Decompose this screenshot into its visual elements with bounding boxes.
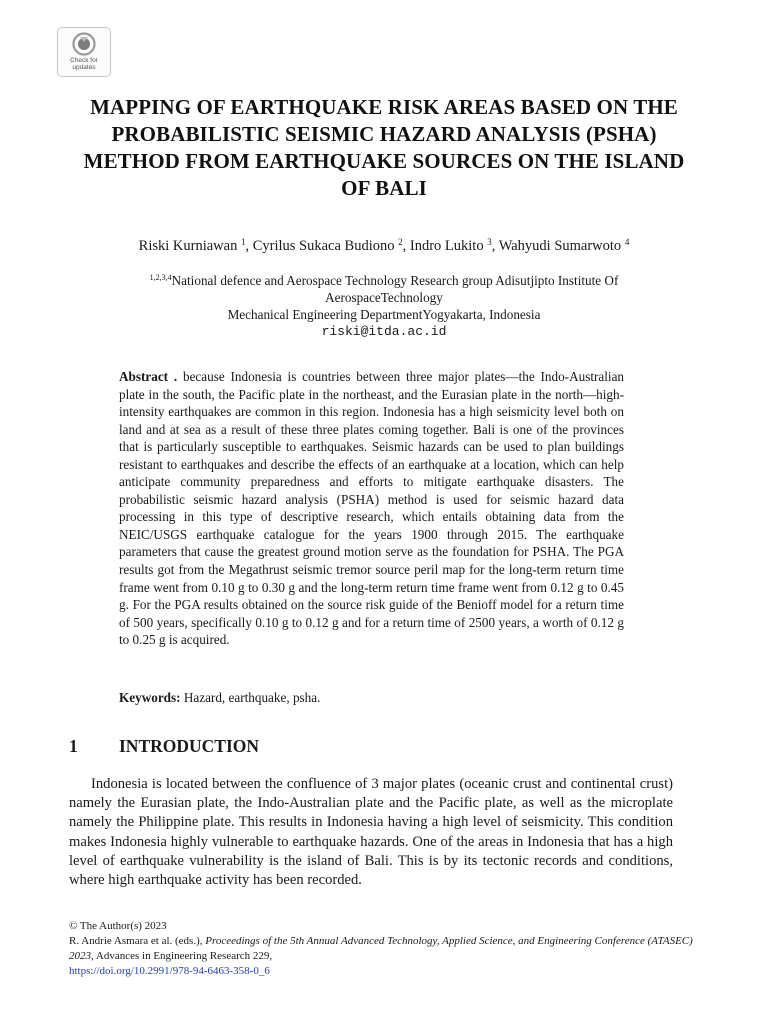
author-name: Indro Lukito [409,238,484,254]
keywords-text: Hazard, earthquake, psha. [183,690,321,705]
affiliation-marks: 1,2,3,4 [149,273,172,282]
affiliation-block [40,272,728,340]
keywords [119,689,624,706]
footer [69,919,709,979]
paper-title: MAPPING OF EARTHQUAKE RISK AREAS BASED ON THE PROBABILISTIC SEISMIC HAZARD ANALYSIS (PSHA) METHOD FROM EARTHQUAKE SOURCES ON THE ISLAND OF BALI [83,95,685,200]
check-for-updates-icon [71,32,97,56]
author-list: Riski Kurniawan $^1$, Cyrilus Sukaca Budiono $^2$, Indro Lukito $^3$, Wahyudi Sumarwoto $^4$ [138,237,630,254]
doi-link[interactable]: https://doi.org/10.2991/978-94-6463-358-0_6 [69,965,270,977]
proceedings-title: Proceedings of the 5th Annual Advanced Technology, Applied Science, and Engineering Conference (ATASEC) 2023 [69,935,693,962]
author-mark: 2 [398,237,403,247]
author-name: Wahyudi Sumarwoto [498,238,622,254]
author-mark: 1 [240,237,246,247]
section-heading [69,735,259,757]
intro-paragraph: Indonesia is located between the confluence of 3 major plates (oceanic crust and continental crust) namely the Eurasian plate, the Indo-Australian plate and the Pacific plate, as well as the microplate namely the Philippine plate. This results in Indonesia having a high level of seismicity. This condition makes Indonesia highly vulnerable to earthquake hazards. One of the areas in Indonesia that has a high level of earthquake vulnerability is the island of Bali. This is by its tectonic records and conditions, where high earthquake activity has been recorded. [69,776,673,889]
copyright-line: © The Author(s) 2023 [69,920,167,932]
author-mark: 3 [487,237,492,247]
abstract-label: Abstract . [119,369,178,384]
section-title: INTRODUCTION [119,736,260,756]
keywords-label: Keywords: [119,690,181,705]
author-name: Riski Kurniawan [138,238,238,254]
abstract-text: because Indonesia is countries between three major plates—the Indo-Australian plate in the south, the Pacific plate in the northeast, and the Eurasian plate in the north—high-intensity earthquakes are common in this region. Indonesia has a high seismicity level both on land and at sea as a result of these three plates coming together. Bali is one of the provinces that is particularly susceptible to earthquakes. Seismic hazards can be used to plan buildings resistant to earthquakes and describe the effects of an earthquake at a location, which can help anticipate community preparedness and efforts to mitigate earthquake disasters. The probabilistic seismic hazard analysis (PSHA) method is used for seismic hazard data processing in this type of descriptive research, which entails obtaining data from the NEIC/USGS earthquake catalogue for the years 1900 through 2015. The earthquake parameters that cause the greatest ground motion serve as the foundation for PSHA. The PGA results got from the Megathrust seismic tremor source peril map for the long-term return time frame went from 0.10 g to 0.30 g and the long-term return time frame went from 0.12 g to 0.45 g. For the PGA results obtained on the source risk guide of the Benioff model for a return time of 500 years, specifically 0.10 g to 0.12 g and for a return time of 2500 years, a worth of 0.12 g to 0.25 g is acquired. [119,369,625,648]
citation-line: R. Andrie Asmara et al. (eds.), Proceedings of the 5th Annual Advanced Technology, Applied Science, and Engineering Conference (ATASEC) 2023, Advances in Engineering Research 229, [69,935,693,962]
check-for-updates-badge[interactable] [57,27,111,77]
abstract [119,368,624,649]
affiliation-line: AerospaceTechnology [325,290,443,305]
author-name: Cyrilus Sukaca Budiono [252,238,395,254]
series-name: , Advances in Engineering Research 229, [91,950,273,962]
section-number: 1 [69,736,78,756]
badge-label: Check for updates [70,57,98,71]
department-line: Mechanical Engineering DepartmentYogyakarta, Indonesia [227,307,541,322]
author-mark: 4 [624,237,630,247]
author-email[interactable]: riski@itda.ac.id [321,324,447,339]
affiliation-line: $^{1,2,3,4}$National defence and Aerospace Technology Research group Adisutjipto Institute Of [149,273,619,288]
